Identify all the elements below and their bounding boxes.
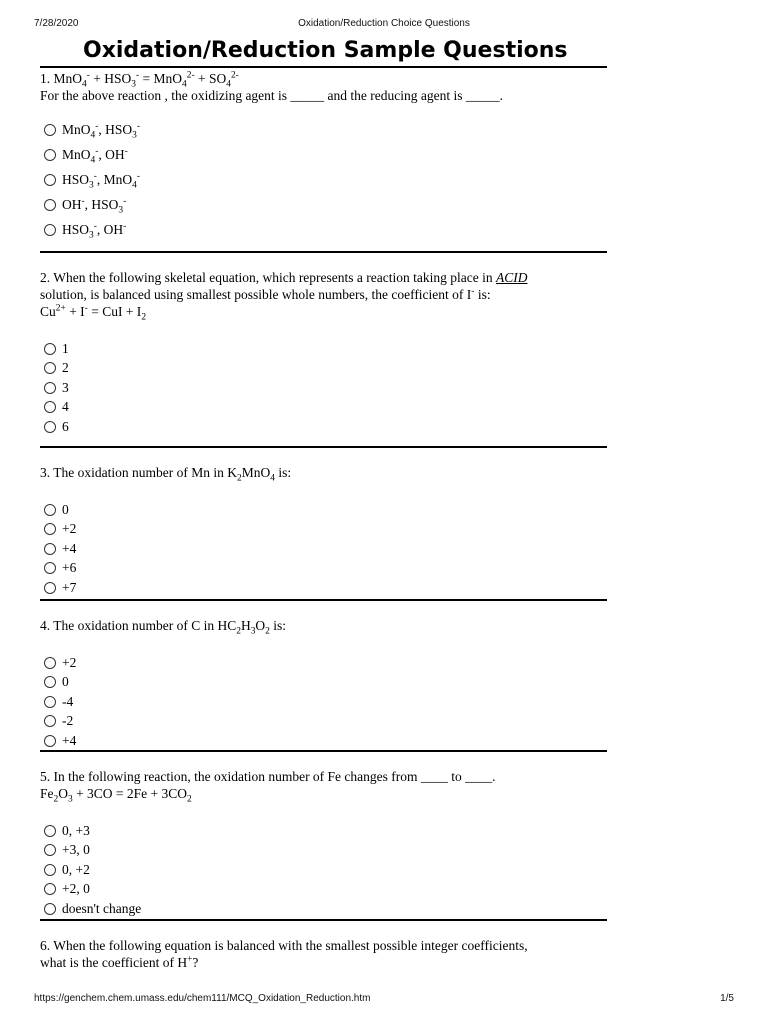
option-1a[interactable] <box>40 117 607 142</box>
option-4d[interactable] <box>40 712 607 732</box>
option-1d[interactable] <box>40 192 607 217</box>
option-label: +3, 0 <box>62 842 90 858</box>
option-4e[interactable] <box>40 731 607 751</box>
radio-button[interactable] <box>44 676 56 688</box>
option-label: +7 <box>62 579 77 595</box>
page-number: 1/5 <box>720 993 734 1004</box>
option-1c[interactable] <box>40 167 607 192</box>
question-5 <box>40 752 607 921</box>
question-5-options <box>40 821 607 919</box>
option-label: $HSO_3^-$, MnO$_4$- <box>62 171 141 191</box>
radio-button[interactable] <box>44 715 56 727</box>
option-label: doesn't change <box>62 900 142 916</box>
question-2-equation: $Cu^{2+} + I^-$ = CuI + $I_2$ <box>40 303 147 323</box>
option-label: 6 <box>62 418 69 434</box>
option-5e[interactable] <box>40 899 607 919</box>
option-5a[interactable] <box>40 821 607 841</box>
option-label: $HSO_3^-$, OH- <box>62 221 127 241</box>
option-5d[interactable] <box>40 880 607 900</box>
radio-button[interactable] <box>44 149 56 161</box>
acid-emphasis: ACID <box>495 270 528 285</box>
question-1 <box>40 68 607 253</box>
option-label: -4 <box>62 693 74 709</box>
question-2 <box>40 253 607 448</box>
question-3 <box>40 448 607 601</box>
option-label: MnO$_4$-, $HSO_3^-$ <box>62 121 141 141</box>
question-2-options <box>40 339 607 437</box>
radio-button[interactable] <box>44 844 56 856</box>
print-header-title: Oxidation/Reduction Choice Questions <box>298 18 470 29</box>
radio-button[interactable] <box>44 903 56 915</box>
option-label: OH-, $HSO_3^-$ <box>62 196 127 216</box>
question-2-text: 2. When the following skeletal equation, which represents a reaction taking place in ACID solution, is balanced using smallest possible whole numbers, the coefficient of I- is: $Cu^{2+} + I^-$ = CuI + $I_2$ <box>40 253 607 320</box>
radio-button[interactable] <box>44 124 56 136</box>
page-title: Oxidation/Reduction Sample Questions <box>40 36 607 68</box>
radio-button[interactable] <box>44 174 56 186</box>
option-2e[interactable] <box>40 417 607 437</box>
radio-button[interactable] <box>44 864 56 876</box>
option-5b[interactable] <box>40 841 607 861</box>
question-3-text: 3. The oxidation number of Mn in $K_2MnO_4$ is: <box>40 465 292 484</box>
radio-button[interactable] <box>44 735 56 747</box>
radio-button[interactable] <box>44 343 56 355</box>
question-1-prompt: For the above reaction , the oxidizing agent is _____ and the reducing agent is _____. <box>40 88 504 103</box>
option-1e[interactable] <box>40 217 607 242</box>
option-label: +4 <box>62 732 77 748</box>
question-1-text <box>40 68 607 104</box>
radio-button[interactable] <box>44 224 56 236</box>
question-4-text: 4. The oxidation number of C in $HC_2H_3O_2$ is: <box>40 618 287 637</box>
option-label: 0 <box>62 674 69 690</box>
print-date: 7/28/2020 <box>34 18 79 29</box>
question-6 <box>40 921 607 971</box>
radio-button[interactable] <box>44 543 56 555</box>
question-5-equation: $Fe_2O_3 + 3CO = 2Fe + 3CO_2$ <box>40 786 192 805</box>
radio-button[interactable] <box>44 562 56 574</box>
question-sheet <box>40 36 607 971</box>
option-2a[interactable] <box>40 339 607 359</box>
option-4c[interactable] <box>40 692 607 712</box>
option-2b[interactable] <box>40 359 607 379</box>
radio-button[interactable] <box>44 696 56 708</box>
question-3-options <box>40 500 607 598</box>
radio-button[interactable] <box>44 401 56 413</box>
option-4a[interactable] <box>40 653 607 673</box>
print-footer-url: https://genchem.chem.umass.edu/chem111/MCQ_Oxidation_Reduction.htm <box>34 993 371 1004</box>
option-1b[interactable] <box>40 142 607 167</box>
radio-button[interactable] <box>44 362 56 374</box>
question-1-options <box>40 117 607 242</box>
option-3c[interactable] <box>40 539 607 559</box>
radio-button[interactable] <box>44 825 56 837</box>
question-6-text: 6. When the following equation is balanced with the smallest possible integer coefficients, what is the coefficient of H+? <box>40 938 528 970</box>
radio-button[interactable] <box>44 523 56 535</box>
question-4-options <box>40 653 607 751</box>
question-5-text: 5. In the following reaction, the oxidation number of Fe changes from ____ to ____. $Fe_2O_3 + 3CO = 2Fe + 3CO_2$ <box>40 752 607 802</box>
radio-button[interactable] <box>44 883 56 895</box>
radio-button[interactable] <box>44 582 56 594</box>
option-label: 0 <box>62 501 69 517</box>
question-1-equation: 1. $MnO_4^- + HSO_3^- = MnO_4^{2-} + SO_4^{2-}$ <box>40 70 239 90</box>
option-label: 0, +2 <box>62 861 90 877</box>
option-label: 3 <box>62 379 69 395</box>
radio-button[interactable] <box>44 199 56 211</box>
radio-button[interactable] <box>44 382 56 394</box>
option-label: 1 <box>62 340 69 356</box>
option-3d[interactable] <box>40 559 607 579</box>
option-3b[interactable] <box>40 520 607 540</box>
radio-button[interactable] <box>44 657 56 669</box>
option-label: +4 <box>62 540 77 556</box>
option-label: MnO$_4$-, OH- <box>62 146 128 166</box>
option-label: +2 <box>62 521 77 537</box>
option-5c[interactable] <box>40 860 607 880</box>
option-label: +6 <box>62 560 77 576</box>
option-label: 4 <box>62 399 69 415</box>
radio-button[interactable] <box>44 504 56 516</box>
option-label: +2, 0 <box>62 881 90 897</box>
option-label: +2 <box>62 654 77 670</box>
option-3a[interactable] <box>40 500 607 520</box>
option-2d[interactable] <box>40 398 607 418</box>
question-4 <box>40 601 607 752</box>
option-3e[interactable] <box>40 578 607 598</box>
option-label: 0, +3 <box>62 822 90 838</box>
radio-button[interactable] <box>44 421 56 433</box>
option-4b[interactable] <box>40 673 607 693</box>
option-label: 2 <box>62 360 69 376</box>
option-2c[interactable] <box>40 378 607 398</box>
option-label: -2 <box>62 713 74 729</box>
